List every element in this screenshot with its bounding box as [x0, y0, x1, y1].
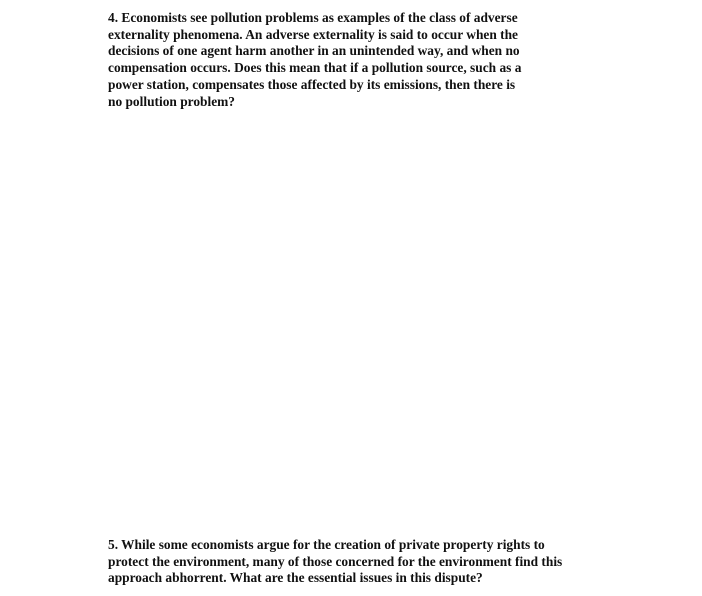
question-4	[108, 10, 521, 110]
question-4-line: no pollution problem?	[108, 93, 235, 109]
question-5-line: approach abhorrent. What are the essential issues in this dispute?	[108, 570, 483, 586]
question-5	[108, 537, 562, 587]
question-4-line: power station, compensates those affected by its emissions, then there is	[108, 76, 516, 92]
question-4-line: decisions of one agent harm another in an unintended way, and when no	[108, 43, 520, 59]
question-5-line: 5. While some economists argue for the creation of private property rights to	[108, 537, 545, 552]
question-4-line: compensation occurs. Does this mean that if a pollution source, such as a	[108, 60, 522, 76]
question-5-line: protect the environment, many of those concerned for the environment find this	[108, 553, 563, 569]
question-4-line: externality phenomena. An adverse externality is said to occur when the	[108, 26, 518, 42]
question-4-line: 4. Economists see pollution problems as examples of the class of adverse	[108, 10, 518, 25]
